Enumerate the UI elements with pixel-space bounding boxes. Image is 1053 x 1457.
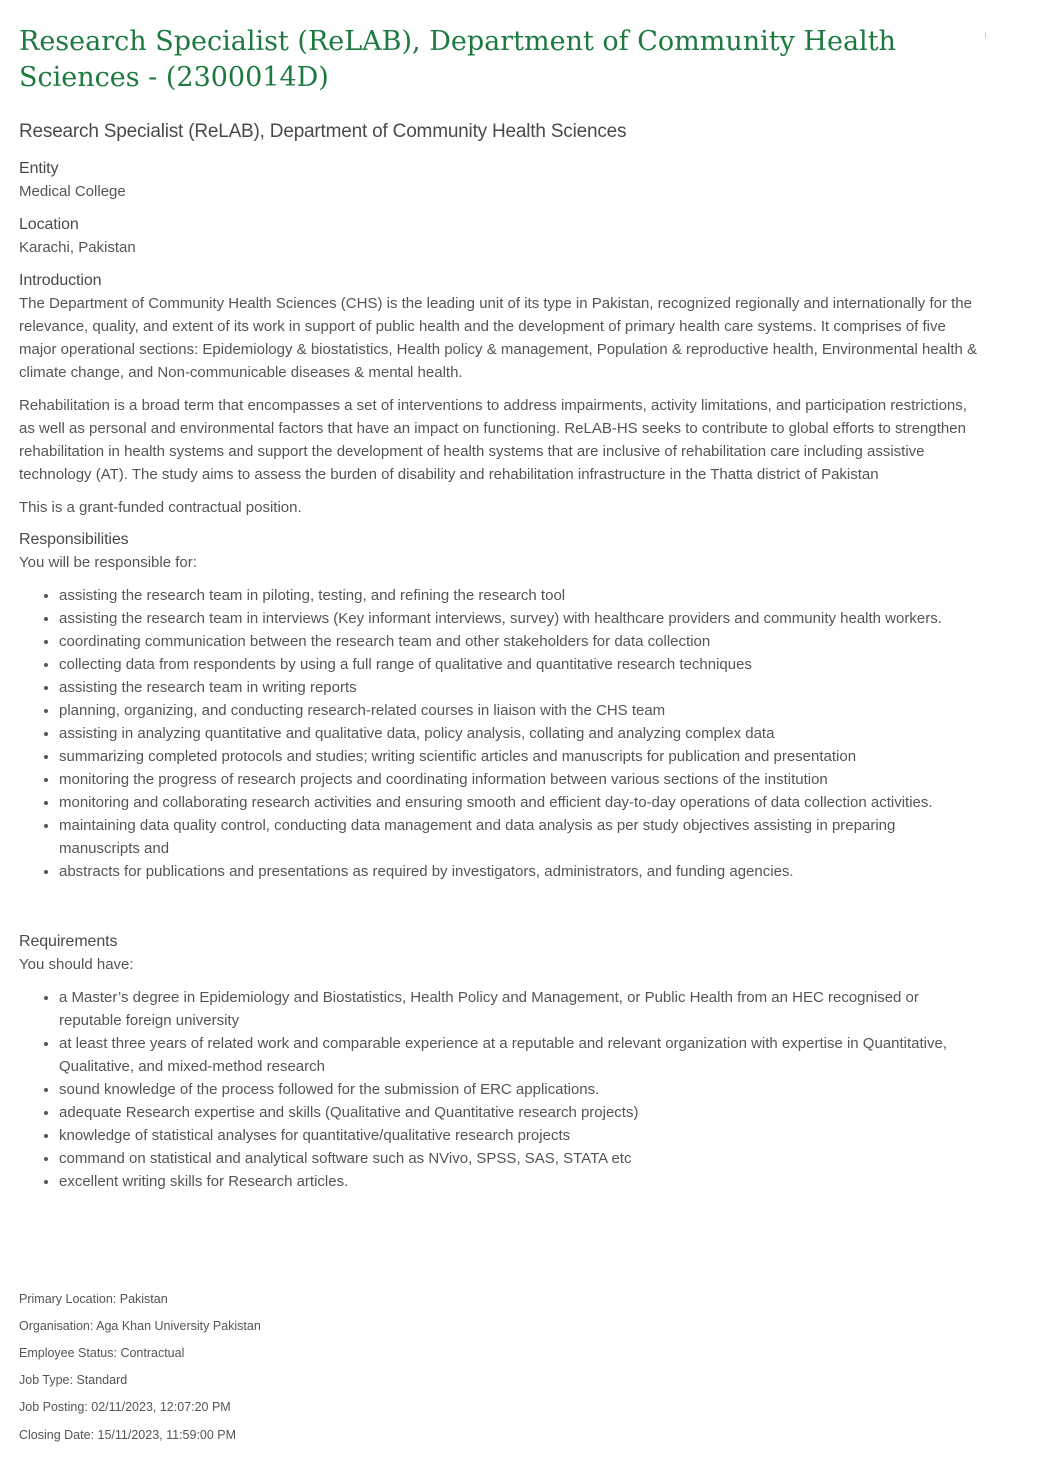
location-section (19, 214, 979, 259)
list-item: • excellent writing skills for Research articles. (59, 1170, 979, 1193)
primary-location: Primary Location: Pakistan (19, 1292, 168, 1306)
job-type: Job Type: Standard (19, 1373, 128, 1387)
responsibilities-label: Responsibilities (19, 531, 129, 548)
responsibilities-section (19, 529, 979, 883)
location-value: Karachi, Pakistan (19, 239, 136, 256)
job-title: Research Specialist (ReLAB), Department of Community Health Sciences - (2300014D) (19, 26, 896, 93)
requirements-label: Requirements (19, 933, 118, 950)
list-item: • assisting the research team in interviews (Key informant interviews, survey) with healthcare providers and community health workers. (59, 607, 979, 630)
list-item: • planning, organizing, and conducting research-related courses in liaison with the CHS team (59, 699, 979, 722)
introduction-section (19, 270, 979, 519)
closing-date: Closing Date: 15/11/2023, 11:59:00 PM (19, 1428, 237, 1442)
location-label: Location (19, 216, 79, 233)
responsibilities-intro: You will be responsible for: (19, 554, 197, 571)
entity-value: Medical College (19, 183, 126, 200)
list-item: • assisting in analyzing quantitative and qualitative data, policy analysis, collating and analyzing complex data (59, 722, 979, 745)
entity-section (19, 158, 979, 203)
list-item: • collecting data from respondents by using a full range of qualitative and quantitative research techniques (59, 653, 979, 676)
introduction-paragraph: Rehabilitation is a broad term that encompasses a set of interventions to address impairments, activity limitations, and participation restrictions, as well as personal and environmental factors that have an impact on functioning. ReLAB-HS seeks to contribute to global efforts to strengthen rehabilitation in health systems and support the development of health systems that are inclusive of rehabilitation care including assistive technology (AT). The study aims to assess the burden of disability and rehabilitation infrastructure in the Thatta district of Pakistan (19, 397, 967, 483)
list-item: • assisting the research team in writing reports (59, 676, 979, 699)
list-item: • at least three years of related work and comparable experience at a reputable and relevant organization with expertise in Quantitative, Qualitative, and mixed-method research (59, 1032, 979, 1078)
responsibilities-list (19, 584, 979, 883)
requirements-list (19, 986, 979, 1193)
list-item: • a Master’s degree in Epidemiology and Biostatistics, Health Policy and Management, or Public Health from an HEC recognised or reputable foreign university (59, 986, 979, 1032)
list-item: • coordinating communication between the research team and other stakeholders for data collection (59, 630, 979, 653)
entity-label: Entity (19, 160, 59, 177)
list-item: • assisting the research team in piloting, testing, and refining the research tool (59, 584, 979, 607)
job-description (19, 24, 979, 1193)
list-item: • command on statistical and analytical software such as NVivo, SPSS, SAS, STATA etc (59, 1147, 979, 1170)
introduction-label: Introduction (19, 272, 102, 289)
organisation: Organisation: Aga Khan University Pakistan (19, 1319, 261, 1333)
employee-status: Employee Status: Contractual (19, 1346, 185, 1360)
requirements-section (19, 931, 979, 1193)
list-item: • summarizing completed protocols and studies; writing scientific articles and manuscripts for publication and presentation (59, 745, 979, 768)
list-item: • knowledge of statistical analyses for quantitative/qualitative research projects (59, 1124, 979, 1147)
list-item: • abstracts for publications and presentations as required by investigators, administrators, and funding agencies. (59, 860, 979, 883)
list-item: • maintaining data quality control, conducting data management and data analysis as per study objectives assisting in preparing manuscripts and (59, 814, 979, 860)
corner-mark (985, 32, 986, 38)
introduction-paragraph: This is a grant-funded contractual position. (19, 499, 302, 516)
job-posting-date: Job Posting: 02/11/2023, 12:07:20 PM (19, 1400, 231, 1414)
list-item: • adequate Research expertise and skills (Qualitative and Quantitative research projects) (59, 1101, 979, 1124)
list-item: • sound knowledge of the process followed for the submission of ERC applications. (59, 1078, 979, 1101)
list-item: • monitoring the progress of research projects and coordinating information between various sections of the institution (59, 768, 979, 791)
list-item: • monitoring and collaborating research activities and ensuring smooth and efficient day-to-day operations of data collection activities. (59, 791, 979, 814)
introduction-paragraph: The Department of Community Health Sciences (CHS) is the leading unit of its type in Pakistan, recognized regionally and internationally for the relevance, quality, and extent of its work in support of public health and the development of primary health care systems. It comprises of five major operational sections: Epidemiology & biostatistics, Health policy & management, Population & reproductive health, Environmental health & climate change, and Non-communicable diseases & mental health. (19, 295, 978, 381)
job-subtitle: Research Specialist (ReLAB), Department of Community Health Sciences (19, 121, 627, 142)
requirements-intro: You should have: (19, 956, 134, 973)
